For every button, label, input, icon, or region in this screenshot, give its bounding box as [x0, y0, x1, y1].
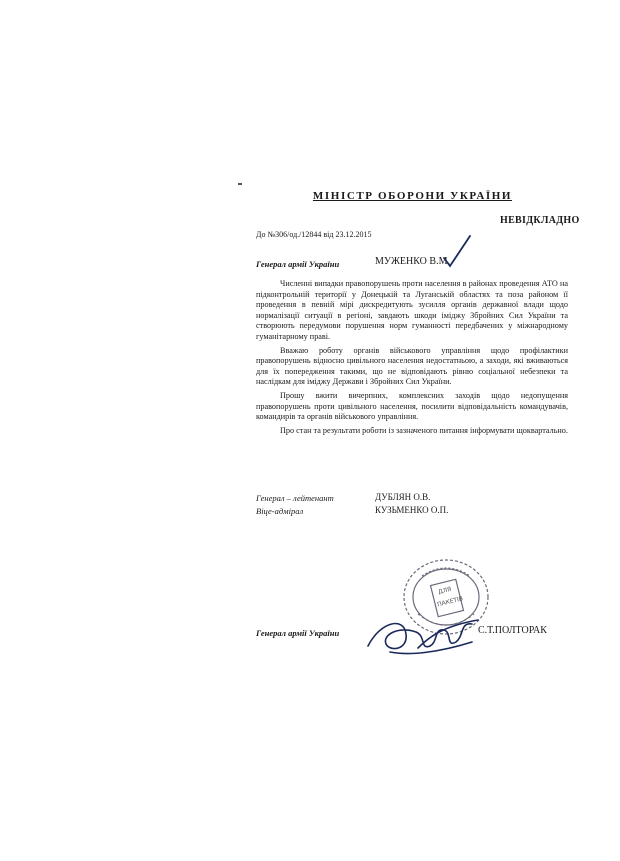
signatory-rank: Генерал армії України: [256, 628, 340, 638]
stamp-line-2: ПАКЕТІВ: [436, 595, 464, 609]
paragraph-2: Вважаю роботу органів військового управління щодо профілактики правопорушень відносно цивільного населення недостатньою, а заходи, які вживаються для їх попередження такими, що не відповідають рівню соціальної небезпеки та наслідкам для іміджу Держави і Збройних Сил України.: [256, 345, 568, 387]
paragraph-1: Численні випадки правопорушень проти населення в районах проведення АТО на підконтрольній території у Донецькій та Луганській областях та поза районом її проведення в певній мірі дискредитують зусилля органів державної влади щодо нормалізації ситуації в регіоні, завдають шкоди іміджу Збройних Сил України та створюють передумови порушення норм гуманності передбачених у міжнародному гуманітарному праві.: [256, 279, 568, 341]
paragraph-4: Про стан та результати роботи із зазначеного питання інформувати щоквартально.: [280, 425, 568, 435]
copy-rank-2: Віце-адмірал: [256, 506, 304, 516]
addressee-name: МУЖЕНКО В.М.: [375, 256, 450, 267]
urgency-label: НЕВІДКЛАДНО: [500, 215, 580, 226]
document-title: МІНІСТР ОБОРОНИ УКРАЇНИ: [312, 190, 513, 202]
reference-number: До №306/од./12844 від 23.12.2015: [256, 230, 372, 239]
addressee-rank: Генерал армії України: [256, 259, 340, 269]
copy-name-2: КУЗЬМЕНКО О.П.: [375, 505, 449, 515]
signatory-name: С.Т.ПОЛТОРАК: [478, 625, 547, 636]
paragraph-3: Прошу вжити вичерпних, комплексних заходів щодо недопущення правопорушень проти цивільного населення, посилити відповідальність командувачів, командирів та органів військового управління.: [256, 390, 568, 422]
checkmark-icon: [440, 232, 480, 272]
stamp-line-1: ДЛЯ: [437, 585, 453, 596]
letter-body: [256, 279, 568, 439]
scan-speck: [238, 183, 242, 185]
copy-name-1: ДУБЛЯН О.В.: [375, 492, 431, 502]
copy-rank-1: Генерал – лейтенант: [256, 493, 334, 503]
signature-graphic: [360, 612, 480, 658]
